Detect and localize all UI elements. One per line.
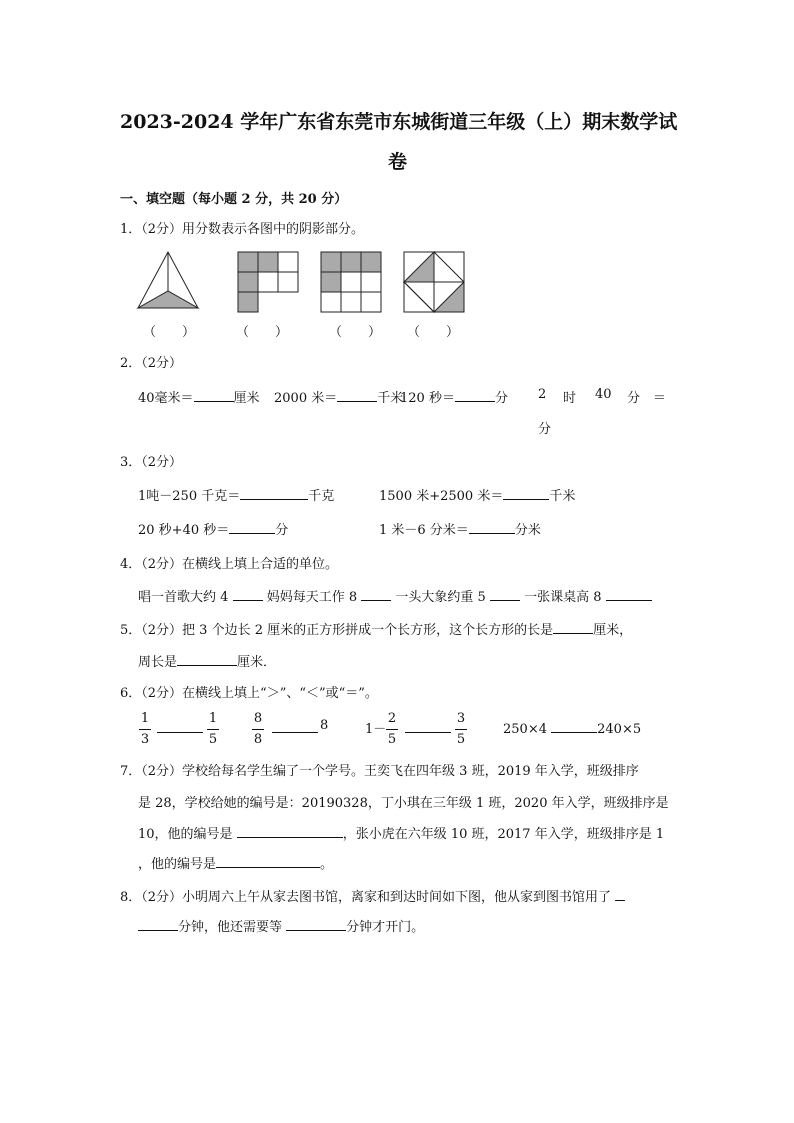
q3-b-unit: 千米 xyxy=(549,489,576,504)
q2-part-b xyxy=(274,387,403,406)
q6-mul-compare xyxy=(503,718,641,737)
q6-f5-num: 3 xyxy=(456,711,466,726)
q3-c-blank[interactable] xyxy=(229,519,275,534)
q8-line2-text: 分钟，他还需要等 xyxy=(178,920,283,935)
q7-line3 xyxy=(138,823,664,842)
q6-f3-num: 8 xyxy=(253,711,263,726)
q6-f2-num: 1 xyxy=(208,711,218,726)
q6-f5-den: 5 xyxy=(456,732,466,747)
q4-c-blank[interactable] xyxy=(490,586,520,601)
page-title-cont: 卷 xyxy=(388,151,408,173)
q7-line2: 是 28，学校给她的编号是：20190328，丁小琪在三年级 1 班，2020 年入学，班级排序是 xyxy=(138,796,669,811)
q6-blank-4[interactable] xyxy=(551,718,597,733)
q6-one-minus: 1－ xyxy=(365,722,387,737)
q6-f1-num: 1 xyxy=(140,711,150,726)
q1-answer-4[interactable]: （ ） xyxy=(407,325,460,340)
q2-c-unit: 分 xyxy=(494,391,508,406)
q6-blank-3[interactable] xyxy=(405,732,451,733)
q3-c-text: 20 秒+40 秒＝ xyxy=(138,523,230,538)
q5-length-unit: 厘米， xyxy=(593,623,633,638)
q4-b-text: 妈妈每天工作 8 xyxy=(266,590,358,605)
section-heading: 一、填空题（每小题 2 分，共 20 分） xyxy=(120,192,348,207)
q6-stem: 6．（2分）在横线上填上“＞”、“＜”或“＝”。 xyxy=(120,686,378,701)
q7-line4-end: 。 xyxy=(320,857,334,872)
q4-a-text: 唱一首歌大约 4 xyxy=(138,590,229,605)
q2-c-text: 120 秒＝ xyxy=(400,391,455,406)
q6-frac-8-8 xyxy=(252,710,264,749)
q6-f1-den: 3 xyxy=(140,732,150,747)
q2-a-unit: 厘米 xyxy=(233,391,260,406)
q1-answer-2[interactable]: （ ） xyxy=(236,325,289,340)
q7-blank-2[interactable] xyxy=(216,853,320,868)
q6-frac-1-5 xyxy=(207,710,219,749)
q5-length-blank[interactable] xyxy=(553,619,593,634)
q4-d-text: 一张课桌高 8 xyxy=(524,590,602,605)
q8-blank-2[interactable] xyxy=(286,916,346,931)
q2-part-c xyxy=(400,387,508,406)
q2-b-text: 2000 米＝ xyxy=(274,391,338,406)
q3-d-text: 1 米－6 分米＝ xyxy=(379,523,469,538)
q2-d-equals: ＝ xyxy=(653,391,667,406)
q2-stem: 2．（2分） xyxy=(120,356,183,371)
q5-line2 xyxy=(138,651,276,670)
q2-b-blank[interactable] xyxy=(337,387,377,402)
q3-c-unit: 分 xyxy=(275,523,289,538)
q7-blank-1[interactable] xyxy=(237,823,343,838)
q3-a-text: 1吨－250 千克＝ xyxy=(138,489,241,504)
figure-grid xyxy=(319,250,383,314)
q2-a-text: 40毫米＝ xyxy=(138,391,194,406)
q8-line1-text: 8．（2分）小明周六上午从家去图书馆，离家和到达时间如下图，他从家到图书馆用了 xyxy=(120,890,612,905)
q2-a-blank[interactable] xyxy=(194,387,234,402)
q7-line4 xyxy=(138,853,333,872)
q4-c-text: 一头大象约重 5 xyxy=(395,590,486,605)
q3-b-text: 1500 米+2500 米＝ xyxy=(379,489,504,504)
q6-blank-1[interactable] xyxy=(157,732,203,733)
q6-frac-1-3 xyxy=(139,710,151,749)
q6-f4-num: 2 xyxy=(387,711,397,726)
q6-mul-right: 240×5 xyxy=(597,722,642,737)
q4-stem: 4．（2分）在横线上填上合适的单位。 xyxy=(120,557,339,572)
q3-part-b xyxy=(379,485,575,504)
q6-frac-3-5 xyxy=(455,710,467,749)
q3-part-a xyxy=(138,485,334,504)
q6-f3-den: 8 xyxy=(253,732,263,747)
q8-blank-1[interactable] xyxy=(138,916,178,931)
q3-d-blank[interactable] xyxy=(469,519,515,534)
q2-d-hours-unit: 时 xyxy=(563,391,577,406)
q2-d-hours: 2 xyxy=(538,387,547,402)
q4-a-blank[interactable] xyxy=(233,586,263,601)
q6-blank-2[interactable] xyxy=(272,732,318,733)
q4-items xyxy=(138,586,652,605)
q1-stem: 1．（2分）用分数表示各图中的阴影部分。 xyxy=(120,222,365,237)
q2-b-unit: 千米 xyxy=(377,391,404,406)
q7-line3-rest: ，张小虎在六年级 10 班，2017 年入学，班级排序是 1 xyxy=(342,827,665,842)
q6-eight: 8 xyxy=(320,718,329,733)
q7-line1: 7．（2分）学校给每名学生编了一个学号。王奕飞在四年级 3 班，2019 年入学，班级排序 xyxy=(120,764,639,779)
figure-square-triangles xyxy=(402,250,466,314)
q6-f4-den: 5 xyxy=(387,732,397,747)
q2-d-minutes-unit: 分 xyxy=(627,391,641,406)
q3-part-d xyxy=(379,519,541,538)
q2-d-minutes: 40 xyxy=(595,387,612,402)
q6-f2-den: 5 xyxy=(208,732,218,747)
q7-line4-text: ，他的编号是 xyxy=(138,857,217,872)
q8-line2-end: 分钟才开门。 xyxy=(346,920,425,935)
q5-line1 xyxy=(120,619,632,638)
q3-d-unit: 分米 xyxy=(514,523,541,538)
q3-a-unit: 千克 xyxy=(308,489,335,504)
q5-line1-text: 5．（2分）把 3 个边长 2 厘米的正方形拼成一个长方形，这个长方形的长是 xyxy=(120,623,554,638)
q3-a-blank[interactable] xyxy=(240,485,308,500)
figure-triangle xyxy=(136,250,202,314)
q2-c-blank[interactable] xyxy=(455,387,495,402)
q5-line2-text: 周长是 xyxy=(138,655,178,670)
q4-b-blank[interactable] xyxy=(361,586,391,601)
page-title: 2023-2024 学年广东省东莞市东城街道三年级（上）期末数学试 xyxy=(120,111,678,133)
q3-b-blank[interactable] xyxy=(503,485,549,500)
q2-part-a xyxy=(138,387,260,406)
q5-perimeter-unit: 厘米． xyxy=(237,655,277,670)
q6-mul-left: 250×4 xyxy=(503,722,547,737)
q2-d-result-unit: 分 xyxy=(538,422,552,437)
figure-l-shape xyxy=(236,250,300,314)
q8-line1 xyxy=(120,886,625,905)
q8-blank-1-start[interactable] xyxy=(615,886,625,901)
q3-stem: 3．（2分） xyxy=(120,455,183,470)
q8-line2 xyxy=(138,916,424,935)
q4-d-blank[interactable] xyxy=(606,586,652,601)
q3-part-c xyxy=(138,519,288,538)
q1-answer-1[interactable]: （ ） xyxy=(143,325,196,340)
q1-answer-3[interactable]: （ ） xyxy=(329,325,382,340)
q7-line3-text: 10，他的编号是 xyxy=(138,827,233,842)
q5-perimeter-blank[interactable] xyxy=(177,651,237,666)
q6-frac-2-5 xyxy=(386,710,398,749)
